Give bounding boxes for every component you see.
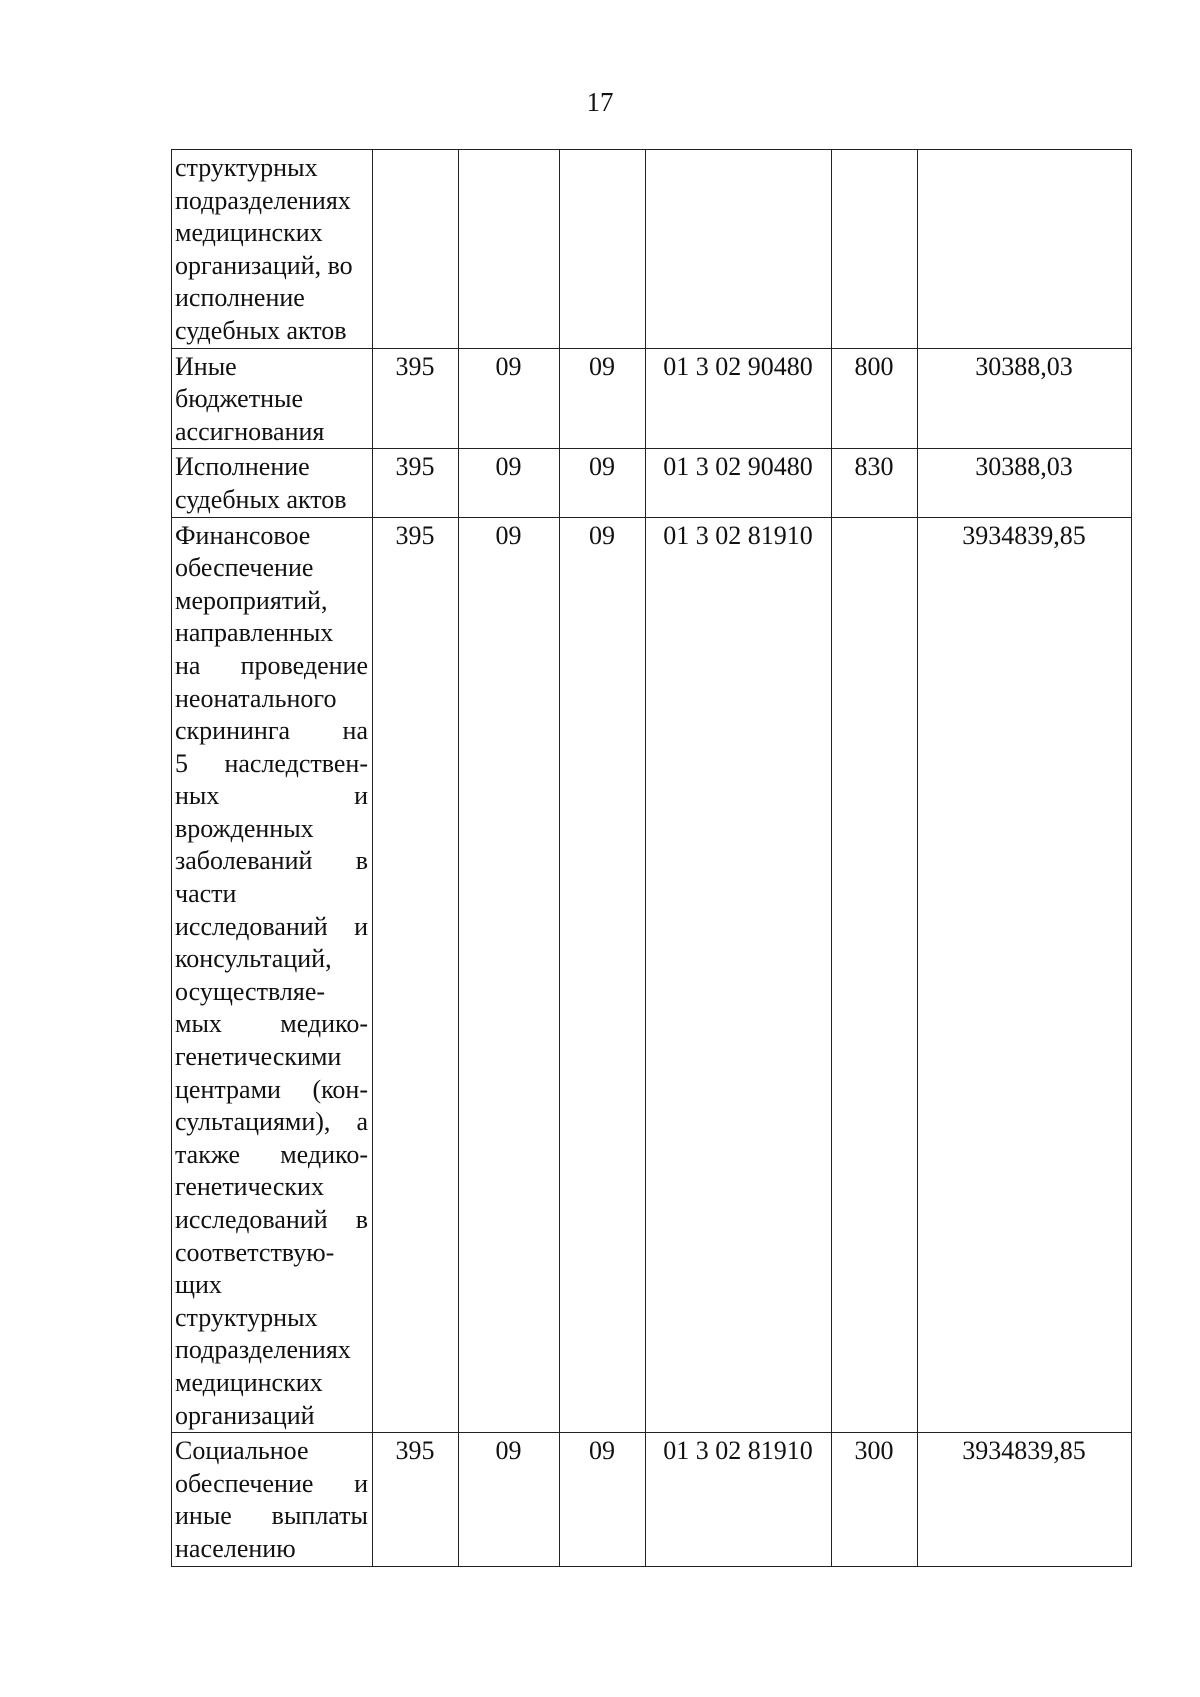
cell-vr: 830 [832, 449, 918, 517]
cell-ved [373, 150, 459, 349]
row-description [172, 348, 373, 449]
cell-rz: 09 [459, 449, 560, 517]
table-row [172, 449, 1132, 517]
description-line: иные выплаты [175, 1501, 368, 1531]
description-line: направленных [175, 618, 334, 648]
cell-vr: 300 [832, 1433, 918, 1566]
description-line: ных и [175, 781, 368, 811]
cell-vr [832, 517, 918, 1433]
description-line: мероприятий, [175, 585, 328, 615]
description-line: консультаций, [175, 944, 332, 974]
description-line: населению [175, 1533, 296, 1563]
table-row [172, 517, 1132, 1433]
description-line: исследований и [175, 911, 368, 941]
description-line: судебных актов [175, 484, 347, 514]
description-line: подразделениях [175, 1335, 351, 1365]
table-row [172, 150, 1132, 349]
description-line: 5 наследствен- [175, 748, 368, 778]
description-line: мых медико- [175, 1009, 368, 1039]
description-line: генетических [175, 1172, 324, 1202]
table-row [172, 1433, 1132, 1566]
description-line: медицинских [175, 1367, 323, 1397]
cell-pr: 09 [560, 449, 646, 517]
cell-ved: 395 [373, 1433, 459, 1566]
cell-csr [646, 150, 832, 349]
cell-rz: 09 [459, 1433, 560, 1566]
description-line: обеспечение и [175, 1468, 368, 1498]
row-description [172, 150, 373, 349]
budget-table [171, 149, 1132, 1567]
table-body [172, 150, 1132, 1567]
cell-csr: 01 3 02 90480 [646, 348, 832, 449]
description-line: структурных [175, 153, 318, 182]
description-line: бюджетные [175, 384, 304, 414]
description-line: организаций [175, 1400, 315, 1430]
description-line: исполнение [175, 283, 305, 313]
cell-sum: 30388,03 [918, 449, 1132, 517]
description-line: Социальное [175, 1436, 309, 1466]
cell-pr: 09 [560, 348, 646, 449]
description-line: скрининга на [175, 716, 368, 746]
cell-ved: 395 [373, 517, 459, 1433]
cell-vr: 800 [832, 348, 918, 449]
description-line: соответствую- [175, 1237, 335, 1267]
description-line: осуществляе- [175, 976, 326, 1006]
cell-pr [560, 150, 646, 349]
description-line: Финансовое [175, 520, 311, 550]
description-line: неонатального [175, 683, 337, 713]
cell-pr: 09 [560, 1433, 646, 1566]
cell-csr: 01 3 02 90480 [646, 449, 832, 517]
description-line: центрами (кон- [175, 1074, 368, 1104]
description-line: подразделениях [175, 185, 351, 215]
description-line: врожденных [175, 813, 314, 843]
description-line: щих [175, 1270, 222, 1300]
description-line: сультациями), а [175, 1107, 368, 1137]
description-line: исследований в [175, 1205, 368, 1234]
description-line: также медико- [175, 1139, 368, 1169]
description-line: Иные [175, 351, 237, 381]
table-row [172, 348, 1132, 449]
cell-ved: 395 [373, 348, 459, 449]
row-description [172, 517, 373, 1433]
description-line: организаций, во [175, 250, 353, 280]
description-line: обеспечение [175, 553, 314, 583]
cell-pr: 09 [560, 517, 646, 1433]
description-line: структурных [175, 1302, 318, 1332]
cell-csr: 01 3 02 81910 [646, 1433, 832, 1566]
cell-csr: 01 3 02 81910 [646, 517, 832, 1433]
page-number: 17 [586, 87, 614, 117]
cell-ved: 395 [373, 449, 459, 517]
cell-rz: 09 [459, 348, 560, 449]
row-description [172, 449, 373, 517]
description-line: ассигнования [175, 416, 325, 446]
cell-vr [832, 150, 918, 349]
cell-sum: 3934839,85 [918, 1433, 1132, 1566]
row-description [172, 1433, 373, 1566]
cell-sum: 3934839,85 [918, 517, 1132, 1433]
cell-rz: 09 [459, 517, 560, 1433]
description-line: Исполнение [175, 452, 310, 482]
cell-sum [918, 150, 1132, 349]
description-line: на проведение [175, 650, 368, 680]
description-line: генетическими [175, 1042, 342, 1072]
description-line: медицинских [175, 218, 323, 248]
description-line: части [175, 879, 237, 909]
cell-sum: 30388,03 [918, 348, 1132, 449]
description-line: заболеваний в [175, 846, 368, 876]
description-line: судебных актов [175, 315, 347, 345]
cell-rz [459, 150, 560, 349]
